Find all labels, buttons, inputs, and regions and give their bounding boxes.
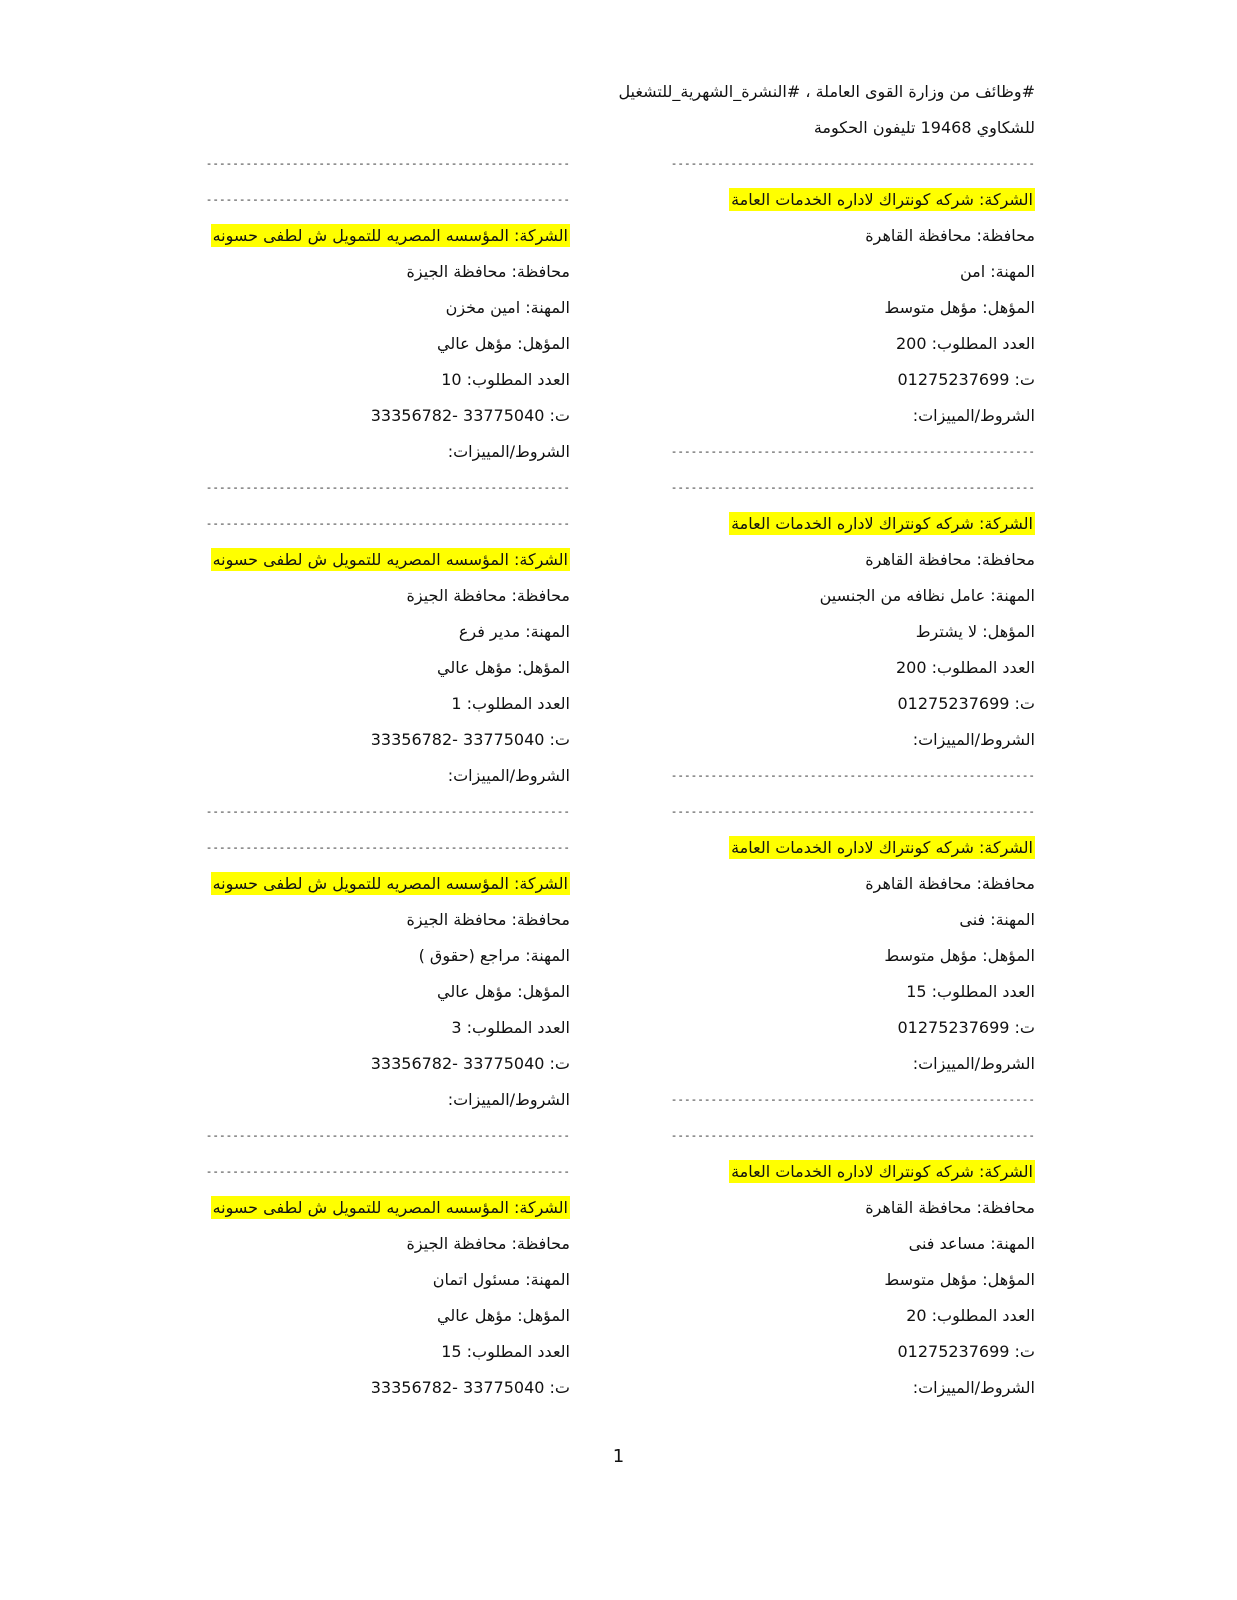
conditions: الشروط/المييزات: <box>447 442 570 461</box>
right-column <box>645 146 1035 1406</box>
governorate: محافظة: محافظة الجيزة <box>406 586 570 605</box>
conditions: الشروط/المييزات: <box>912 730 1035 749</box>
separator: ------------------------------------------------------- <box>205 193 570 206</box>
separator: ------------------------------------------------------- <box>205 841 570 854</box>
header-complaints-line: للشكاوي 19468 تليفون الحكومة <box>813 118 1035 137</box>
profession: المهنة: امن <box>959 262 1035 281</box>
job-listing <box>180 1190 570 1406</box>
separator: ------------------------------------------------------- <box>670 157 1035 170</box>
profession: المهنة: مراجع (حقوق ) <box>418 946 570 965</box>
phone: ت: 01275237699 <box>897 370 1035 389</box>
required-count: العدد المطلوب: 15 <box>441 1342 570 1361</box>
separator: ------------------------------------------------------- <box>205 157 570 170</box>
phone: ت: 33775040 -33356782 <box>370 1378 570 1397</box>
qualification: المؤهل: مؤهل عالي <box>437 1306 570 1325</box>
separator: ------------------------------------------------------- <box>205 805 570 818</box>
conditions: الشروط/المييزات: <box>447 1090 570 1109</box>
profession: المهنة: مساعد فنى <box>908 1234 1035 1253</box>
company-name: الشركة: شركه كونتراك لاداره الخدمات العامة <box>731 514 1033 533</box>
job-listing <box>180 866 570 1118</box>
conditions: الشروط/المييزات: <box>447 766 570 785</box>
page-number: 1 <box>612 1446 625 1467</box>
company-name: الشركة: شركه كونتراك لاداره الخدمات العامة <box>731 1162 1033 1181</box>
required-count: العدد المطلوب: 3 <box>451 1018 570 1037</box>
phone: ت: 33775040 -33356782 <box>370 730 570 749</box>
qualification: المؤهل: مؤهل عالي <box>437 334 570 353</box>
conditions: الشروط/المييزات: <box>912 1054 1035 1073</box>
phone: ت: 01275237699 <box>897 1342 1035 1361</box>
conditions: الشروط/المييزات: <box>912 406 1035 425</box>
governorate: محافظة: محافظة القاهرة <box>865 226 1035 245</box>
qualification: المؤهل: مؤهل متوسط <box>884 946 1035 965</box>
qualification: المؤهل: مؤهل عالي <box>437 658 570 677</box>
separator: ------------------------------------------------------- <box>205 481 570 494</box>
profession: المهنة: مسئول اتمان <box>432 1270 570 1289</box>
required-count: العدد المطلوب: 200 <box>896 334 1035 353</box>
company-name: الشركة: المؤسسه المصريه للتمويل ش لطفى حسونه <box>212 1198 568 1217</box>
governorate: محافظة: محافظة القاهرة <box>865 550 1035 569</box>
document-header <box>435 74 1035 146</box>
governorate: محافظة: محافظة القاهرة <box>865 1198 1035 1217</box>
phone: ت: 01275237699 <box>897 694 1035 713</box>
profession: المهنة: مدير فرع <box>458 622 570 641</box>
qualification: المؤهل: لا يشترط <box>915 622 1035 641</box>
governorate: محافظة: محافظة الجيزة <box>406 1234 570 1253</box>
phone: ت: 01275237699 <box>897 1018 1035 1037</box>
phone: ت: 33775040 -33356782 <box>370 406 570 425</box>
profession: المهنة: فنى <box>959 910 1035 929</box>
required-count: العدد المطلوب: 10 <box>441 370 570 389</box>
profession: المهنة: عامل نظافه من الجنسين <box>819 586 1035 605</box>
separator: ------------------------------------------------------- <box>205 517 570 530</box>
job-listing <box>645 830 1035 1082</box>
header-title: #وظائف من وزارة القوى العاملة ، #النشرة_الشهرية_للتشغيل <box>618 82 1035 101</box>
qualification: المؤهل: مؤهل متوسط <box>884 1270 1035 1289</box>
job-listing <box>180 218 570 470</box>
required-count: العدد المطلوب: 20 <box>906 1306 1035 1325</box>
qualification: المؤهل: مؤهل متوسط <box>884 298 1035 317</box>
separator: ------------------------------------------------------- <box>670 445 1035 458</box>
separator: ------------------------------------------------------- <box>670 481 1035 494</box>
company-name: الشركة: المؤسسه المصريه للتمويل ش لطفى حسونه <box>212 550 568 569</box>
governorate: محافظة: محافظة الجيزة <box>406 910 570 929</box>
company-name: الشركة: المؤسسه المصريه للتمويل ش لطفى حسونه <box>212 874 568 893</box>
required-count: العدد المطلوب: 1 <box>451 694 570 713</box>
required-count: العدد المطلوب: 15 <box>906 982 1035 1001</box>
job-listing <box>645 182 1035 434</box>
company-name: الشركة: شركه كونتراك لاداره الخدمات العامة <box>731 838 1033 857</box>
separator: ------------------------------------------------------- <box>670 1129 1035 1142</box>
company-name: الشركة: المؤسسه المصريه للتمويل ش لطفى حسونه <box>212 226 568 245</box>
governorate: محافظة: محافظة الجيزة <box>406 262 570 281</box>
left-column <box>180 146 570 1406</box>
job-listing <box>645 1154 1035 1406</box>
separator: ------------------------------------------------------- <box>205 1165 570 1178</box>
required-count: العدد المطلوب: 200 <box>896 658 1035 677</box>
qualification: المؤهل: مؤهل عالي <box>437 982 570 1001</box>
separator: ------------------------------------------------------- <box>670 805 1035 818</box>
separator: ------------------------------------------------------- <box>205 1129 570 1142</box>
profession: المهنة: امين مخزن <box>445 298 570 317</box>
job-listing <box>645 506 1035 758</box>
separator: ------------------------------------------------------- <box>670 1093 1035 1106</box>
separator: ------------------------------------------------------- <box>670 769 1035 782</box>
job-listing <box>180 542 570 794</box>
phone: ت: 33775040 -33356782 <box>370 1054 570 1073</box>
conditions: الشروط/المييزات: <box>912 1378 1035 1397</box>
governorate: محافظة: محافظة القاهرة <box>865 874 1035 893</box>
company-name: الشركة: شركه كونتراك لاداره الخدمات العامة <box>731 190 1033 209</box>
